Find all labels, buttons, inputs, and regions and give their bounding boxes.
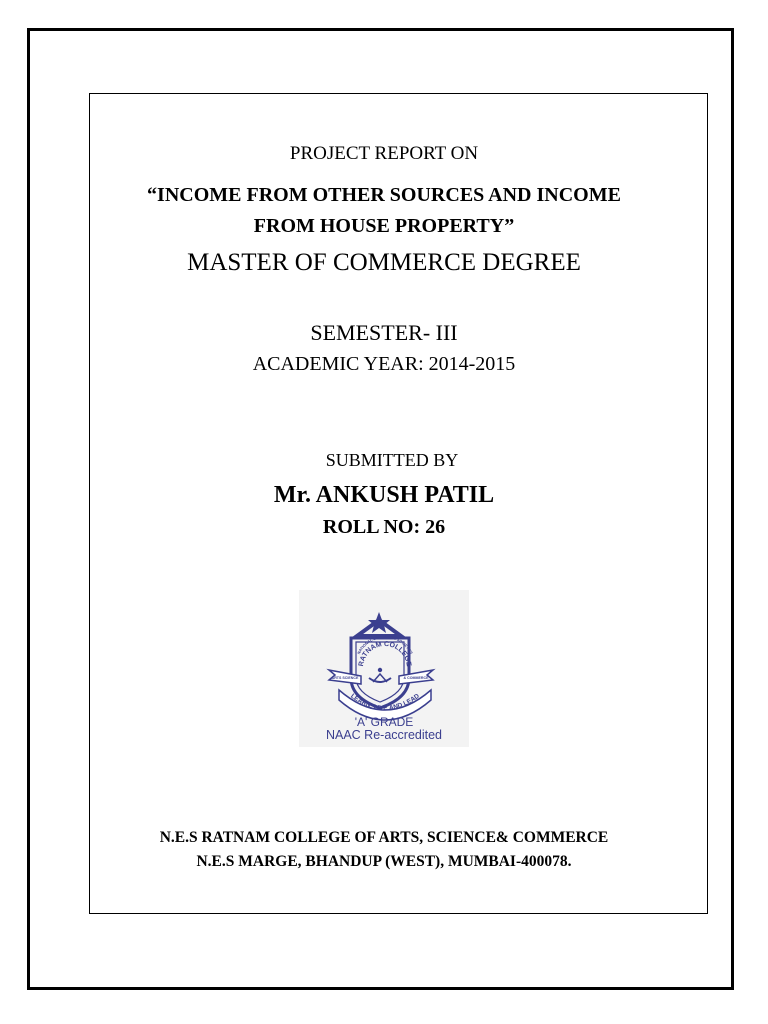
logo-accreditation: NAAC Re-accredited — [325, 728, 442, 742]
college-address: N.E.S MARGE, BHANDUP (WEST), MUMBAI-400078. — [196, 853, 572, 870]
submitted-by-label: SUBMITTED BY — [325, 450, 459, 470]
academic-year: ACADEMIC YEAR: 2014-2015 — [252, 353, 516, 375]
logo-left-ribbon: ARTS SCIENCE — [331, 676, 359, 680]
logo-college-name: RATNAM COLLEGE — [357, 640, 413, 667]
student-name: Mr. ANKUSH PATIL — [273, 482, 495, 508]
logo-society: NATIONAL EDUCATION SOCIETY'S — [356, 634, 414, 655]
report-heading: PROJECT REPORT ON — [289, 143, 479, 164]
college-logo — [299, 590, 469, 747]
report-title-line-2: FROM HOUSE PROPERTY” — [253, 215, 515, 237]
report-title-line-1: “INCOME FROM OTHER SOURCES AND INCOME — [147, 184, 621, 206]
semester: SEMESTER- III — [310, 320, 458, 345]
logo-grade: 'A' GRADE — [354, 715, 414, 729]
logo-motto: LEARN, LIVE AND LEAD — [349, 692, 421, 713]
college-name: N.E.S RATNAM COLLEGE OF ARTS, SCIENCE& COMMERCE — [159, 829, 609, 846]
roll-number: ROLL NO: 26 — [322, 516, 446, 538]
logo-right-ribbon: & COMMERCE — [403, 676, 429, 680]
degree-name: MASTER OF COMMERCE DEGREE — [187, 249, 581, 276]
